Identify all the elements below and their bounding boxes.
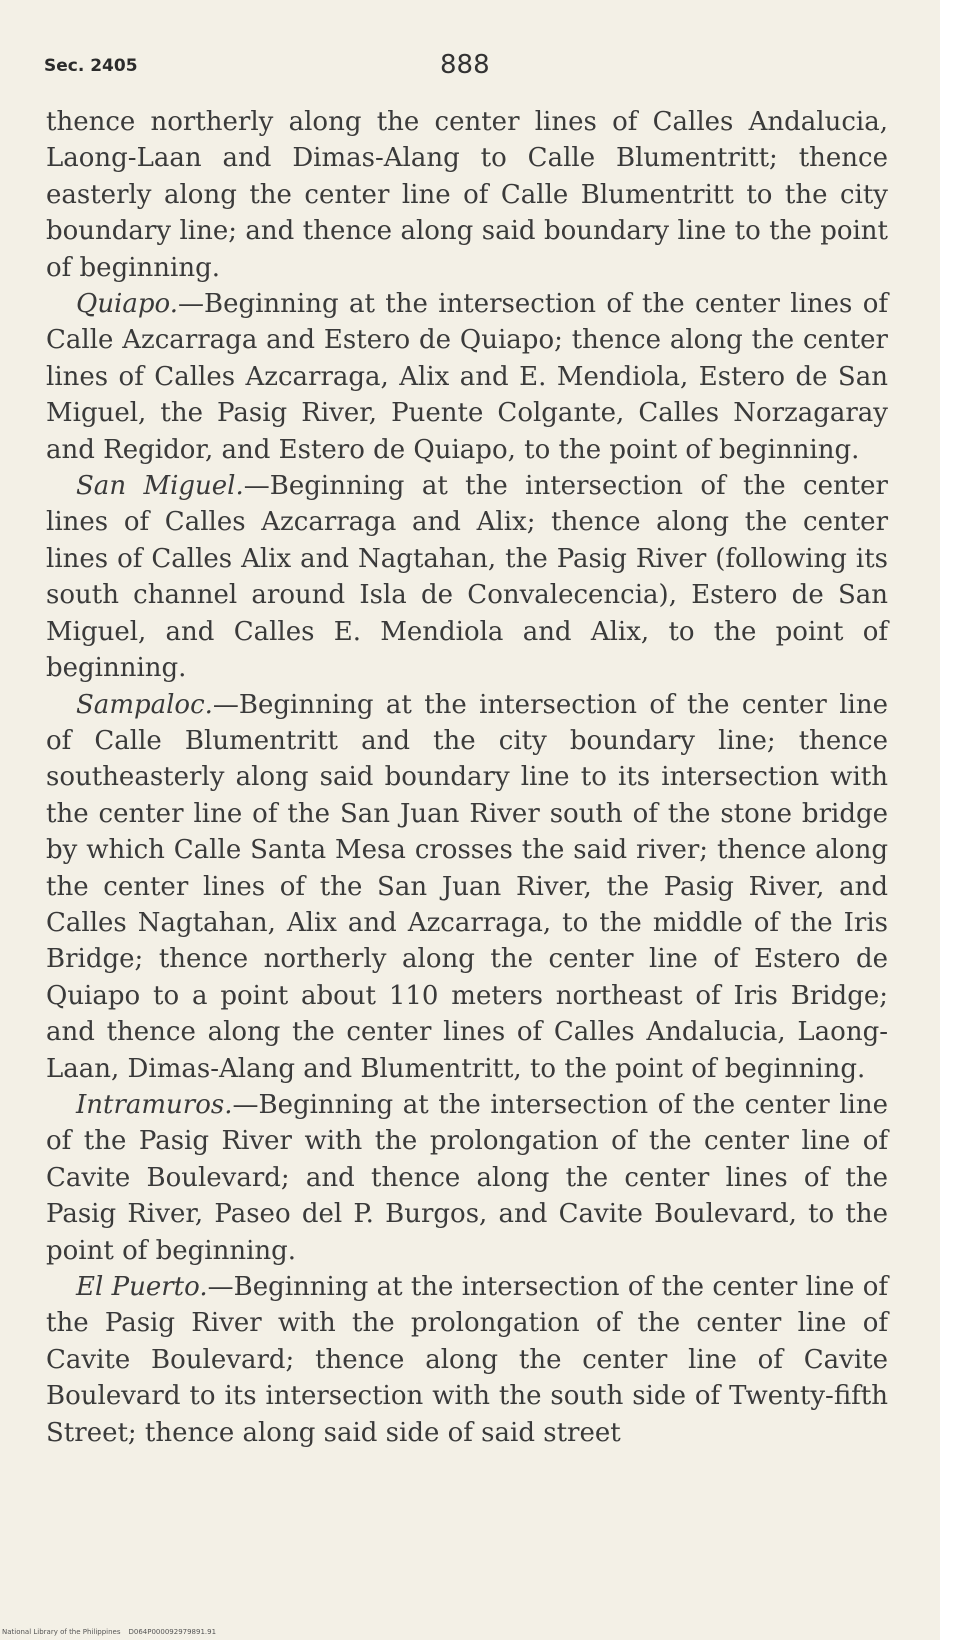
district-name: San Miguel. [76, 471, 244, 502]
scan-code: D064P000092979891.91 [128, 1628, 217, 1636]
paragraph-text: —Beginning at the intersection of the center lines of Calle Azcarraga and Estero de Quiapo; thence along the center lines of Calles Azcarraga, Alix and E. Mendiola, Estero de San Miguel, the Pasig River, Puente Colgante, Calles Norzagaray and Regidor, and Estero de Quiapo, to the point of beginning. [46, 289, 888, 465]
paragraph-text: —Beginning at the intersection of the center line of the Pasig River with the prolongation of the center line of Cavite Boulevard; and thence along the center lines of the Pasig River, Paseo del P. Burgos, and Cavite Boulevard, to the point of beginning. [46, 1089, 888, 1266]
scan-footer [2, 1628, 216, 1636]
paragraph-continuation [46, 104, 888, 286]
district-name: Sampaloc. [76, 689, 213, 720]
body-text [46, 104, 888, 1451]
paragraph-sampaloc [46, 687, 888, 1087]
paragraph-san-miguel [46, 468, 888, 686]
paragraph-text: —Beginning at the intersection of the center line of Calle Blumentritt and the city boundary line; thence southeasterly along said boundary line to its intersection with the center line of the San Juan River south of the stone bridge by which Calle Santa Mesa crosses the said river; thence along the center lines of the San Juan River, the Pasig River, and Calles Nagtahan, Alix and Azcarraga, to the middle of the Iris Bridge; thence northerly along the center line of Estero de Quiapo to a point about 110 meters northeast of Iris Bridge; and thence along the center lines of Calles Andalucia, Laong-Laan, Dimas-Alang and Blumentritt, to the point of beginning. [46, 689, 888, 1084]
page-number: 888 [440, 50, 490, 80]
district-name: Intramuros. [76, 1089, 233, 1120]
paragraph-text: —Beginning at the intersection of the center lines of Calles Azcarraga and Alix; thence along the center lines of Calles Alix and Nagtahan, the Pasig River (following its south channel around Isla de Convalecencia), Estero de San Miguel, and Calles E. Mendiola and Alix, to the point of beginning. [46, 471, 888, 684]
paragraph-el-puerto [46, 1269, 888, 1451]
paragraph-text: —Beginning at the intersection of the center line of the Pasig River with the prolongation of the center line of Cavite Boulevard; thence along the center line of Cavite Boulevard to its intersection with the south side of Twenty-fifth Street; thence along said side of said street [46, 1272, 888, 1448]
district-name: El Puerto. [76, 1272, 208, 1302]
page-header [44, 50, 864, 84]
library-credit: National Library of the Philippines [2, 1628, 121, 1636]
page-edge [940, 0, 958, 1640]
paragraph-quiapo [46, 286, 888, 468]
district-name: Quiapo. [76, 289, 178, 320]
paragraph-intramuros [46, 1087, 888, 1269]
section-label: Sec. 2405 [44, 56, 138, 76]
paragraph-text: thence northerly along the center lines of Calles Andalucia, Laong-Laan and Dimas-Alang to Calle Blumentritt; thence easterly along the center line of Calle Blumentritt to the city boundary line; and thence along said boundary line to the point of beginning. [46, 107, 888, 283]
